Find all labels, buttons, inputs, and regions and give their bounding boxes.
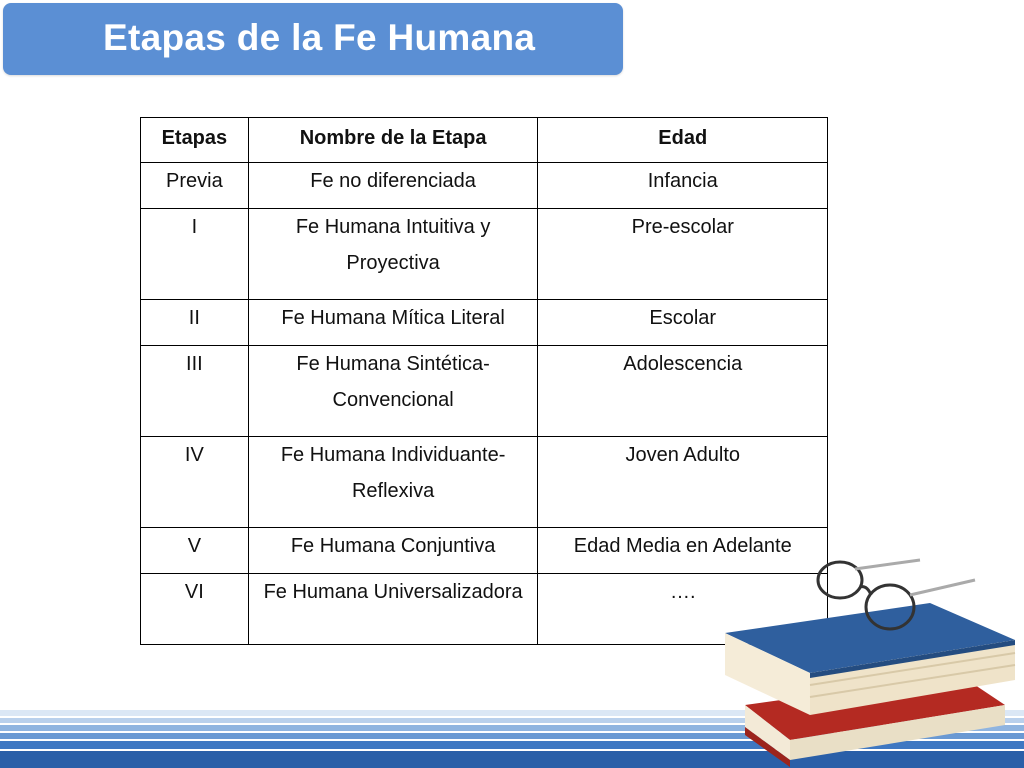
cell-stage: III [141,346,249,437]
table-row [141,163,828,209]
cell-stage: VI [141,574,249,645]
column-header-nombre: Nombre de la Etapa [248,118,538,163]
cell-age: Escolar [538,300,828,346]
cell-stage: II [141,300,249,346]
slide-title-banner [3,3,623,75]
table-header-row [141,118,828,163]
cell-age: Edad Media en Adelante [538,528,828,574]
cell-age: Pre-escolar [538,209,828,300]
table-row [141,209,828,300]
cell-name: Fe Humana Universalizadora [248,574,538,645]
cell-stage: V [141,528,249,574]
cell-stage: IV [141,437,249,528]
cell-name: Fe Humana Sintética-Convencional [248,346,538,437]
cell-name: Fe no diferenciada [248,163,538,209]
cell-name: Fe Humana Mítica Literal [248,300,538,346]
slide-title: Etapas de la Fe Humana [103,17,536,58]
cell-name: Fe Humana Conjuntiva [248,528,538,574]
cell-name: Fe Humana Individuante-Reflexiva [248,437,538,528]
cell-age: Joven Adulto [538,437,828,528]
books-and-glasses-icon [715,555,1024,768]
table-row [141,437,828,528]
cell-stage: I [141,209,249,300]
cell-age: Adolescencia [538,346,828,437]
cell-age: …. [538,574,828,645]
column-header-etapas: Etapas [141,118,249,163]
cell-stage: Previa [141,163,249,209]
column-header-edad: Edad [538,118,828,163]
table-row [141,300,828,346]
table-row [141,346,828,437]
cell-name: Fe Humana Intuitiva y Proyectiva [248,209,538,300]
cell-age: Infancia [538,163,828,209]
